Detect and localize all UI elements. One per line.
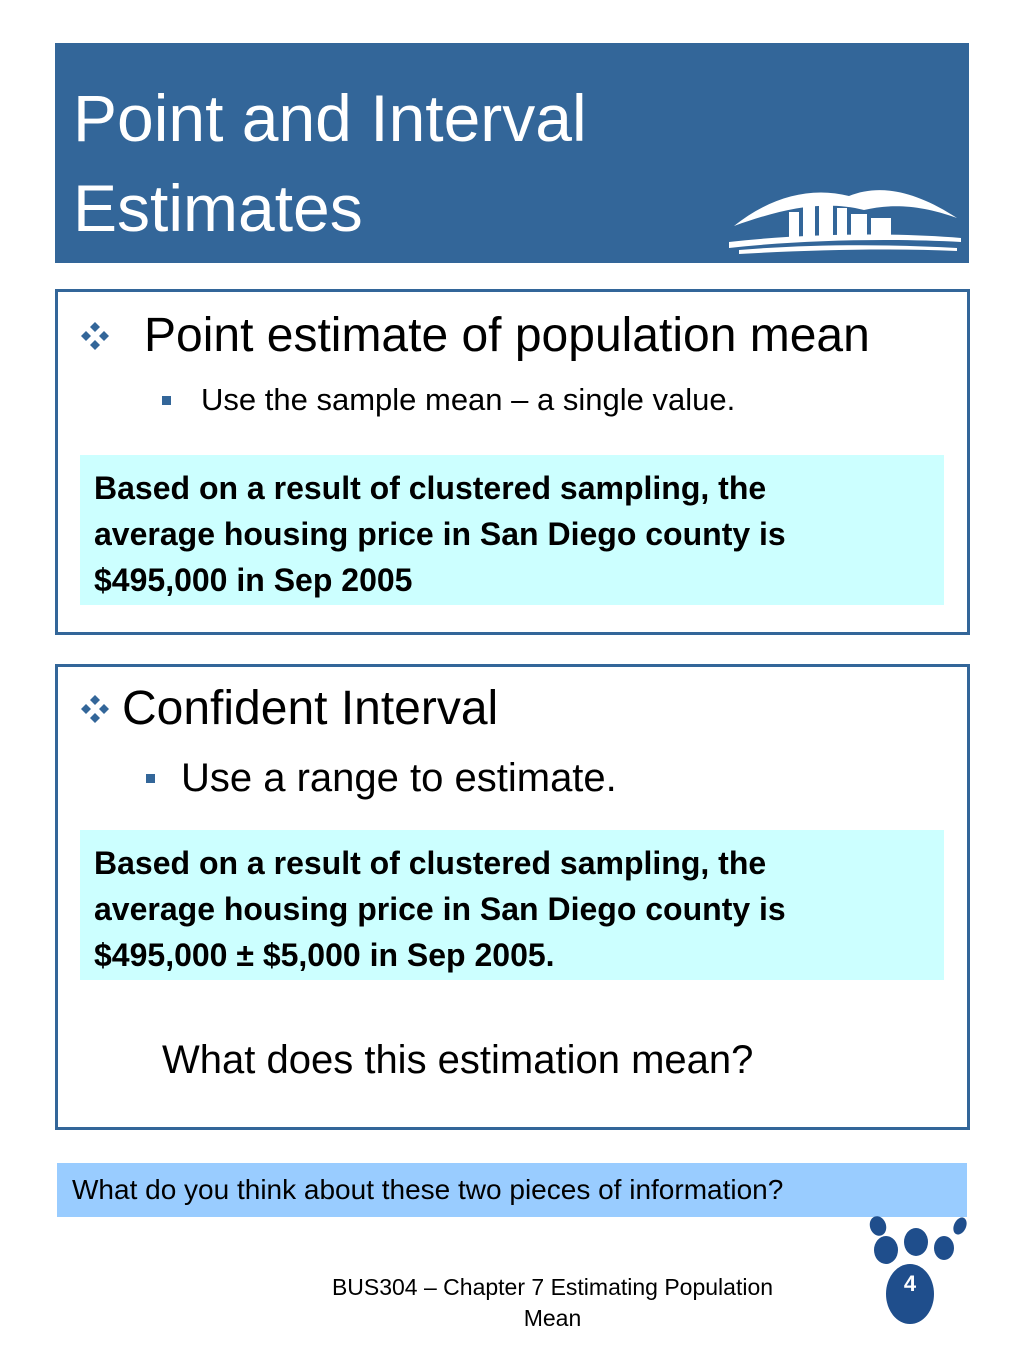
square-bullet-icon bbox=[162, 396, 171, 405]
callout-line: average housing price in San Diego county is bbox=[94, 516, 786, 552]
interval-callout bbox=[80, 830, 944, 980]
course-footer-line-2: Mean bbox=[523, 1305, 582, 1331]
square-bullet-icon bbox=[146, 774, 155, 783]
callout-line: Based on a result of clustered sampling, the bbox=[94, 845, 767, 881]
title-bar bbox=[55, 43, 969, 263]
interval-heading-row bbox=[78, 681, 498, 737]
point-estimate-panel bbox=[55, 289, 970, 635]
page-number: 4 bbox=[903, 1271, 917, 1296]
interval-heading: Confident Interval bbox=[122, 682, 499, 735]
slide-title-line-2: Estimates bbox=[73, 171, 363, 245]
course-footer bbox=[280, 1272, 825, 1334]
point-estimate-sub-row bbox=[162, 382, 735, 418]
slide-title-line-1: Point and Interval bbox=[73, 81, 587, 155]
callout-line: $495,000 in Sep 2005 bbox=[94, 562, 413, 598]
callout-line: average housing price in San Diego county is bbox=[94, 891, 786, 927]
interval-sub-text: Use a range to estimate. bbox=[181, 756, 617, 800]
diamond-bullet-icon bbox=[78, 692, 112, 726]
point-estimate-sub-text: Use the sample mean – a single value. bbox=[201, 382, 736, 417]
point-estimate-callout bbox=[80, 455, 944, 605]
interval-sub-row bbox=[146, 755, 617, 801]
point-estimate-heading-row bbox=[78, 308, 870, 364]
callout-line: Based on a result of clustered sampling, the bbox=[94, 470, 767, 506]
campus-logo-icon bbox=[729, 178, 961, 260]
estimation-question: What does this estimation mean? bbox=[162, 1038, 754, 1082]
discussion-banner: What do you think about these two pieces of information? bbox=[57, 1163, 967, 1217]
callout-line: $495,000 ± $5,000 in Sep 2005. bbox=[94, 937, 555, 973]
slide-title bbox=[73, 73, 773, 253]
point-estimate-heading: Point estimate of population mean bbox=[144, 309, 870, 362]
diamond-bullet-icon bbox=[78, 319, 112, 353]
course-footer-line-1: BUS304 – Chapter 7 Estimating Population bbox=[331, 1274, 774, 1300]
interval-panel bbox=[55, 664, 970, 1130]
